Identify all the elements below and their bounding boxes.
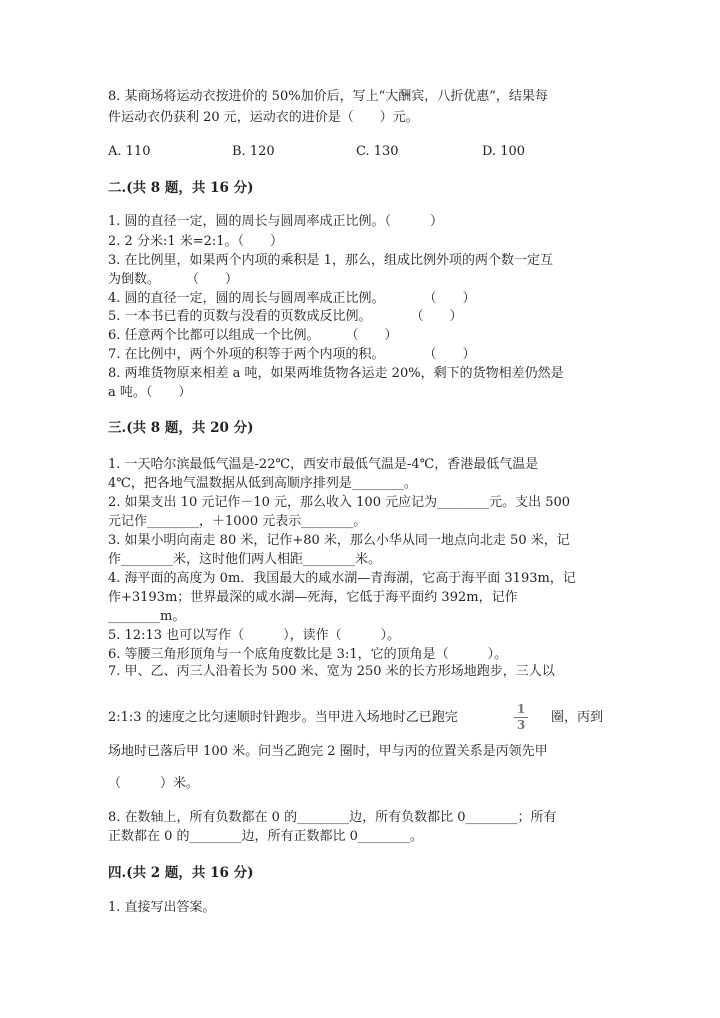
s3-line: 5. 12:13 也可以写作（ ），读作（ ）。 [108, 628, 401, 643]
option-c: C. 130 [356, 144, 399, 159]
s4-line: 1. 直接写出答案。 [108, 900, 216, 915]
s3-line: 元记作________，＋1000 元表示________。 [108, 514, 367, 529]
s2-line: 3. 在比例里，如果两个内项的乘积是 1，那么，组成比例外项的两个数一定互 [108, 253, 553, 268]
s3-line: 作+3193m；世界最深的咸水湖—死海，它低于海平面约 392m，记作 [108, 590, 518, 605]
s3-line: 作________米，这时他们两人相距________米。 [108, 552, 382, 567]
section-3-header: 三.(共 8 题，共 20 分) [108, 420, 254, 436]
s3-line: 4. 海平面的高度为 0m．我国最大的咸水湖—青海湖，它高于海平面 3193m，记 [108, 571, 576, 586]
option-d: D. 100 [482, 144, 526, 159]
fraction-one-third [514, 703, 528, 732]
s3-line: 6. 等腰三角形顶角与一个底角度数比是 3:1，它的顶角是（ ）。 [108, 647, 508, 662]
s2-line: 8. 两堆货物原来相差 a 吨，如果两堆货物各运走 20%，剩下的货物相差仍然是 [108, 366, 564, 381]
s2-line: 为倒数。 （ ） [108, 272, 239, 287]
s3-line: 4℃，把各地气温数据从低到高顺序排列是________。 [108, 476, 417, 491]
mc-question-line-2: 件运动衣仍获利 20 元，运动衣的进价是（ ）元。 [108, 110, 419, 125]
s3-line: 2. 如果支出 10 元记作－10 元，那么收入 100 元应记为________元。支出 500 [108, 495, 571, 510]
section-2-header: 二.(共 8 题，共 16 分) [108, 180, 254, 196]
option-b: B. 120 [232, 144, 275, 159]
s3-q7-line-2: 2:1:3 的速度之比匀速顺时针跑步。当甲进入场地时乙已跑完 [108, 710, 458, 725]
option-a: A. 110 [108, 144, 151, 159]
s3-line: 7. 甲、乙、丙三人沿着长为 500 米、宽为 250 米的长方形场地跑步，三人以 [108, 664, 555, 679]
s2-line: 5. 一本书已看的页数与没看的页数成反比例。 （ ） [108, 309, 463, 324]
s3-q8-line-2: 正数都在 0 的________边，所有正数都比 0________。 [108, 829, 423, 844]
s3-q7-line-2-tail: 圈，丙到 [551, 710, 604, 725]
fraction-numerator: 1 [516, 702, 526, 716]
mc-question-line-1: 8. 某商场将运动衣按进价的 50%加价后，写上“大酬宾，八折优惠”，结果每 [108, 89, 548, 104]
s3-q7-line-3: 场地时已落后甲 100 米。问当乙跑完 2 圈时，甲与丙的位置关系是丙领先甲 [108, 744, 548, 759]
s2-line: 1. 圆的直径一定，圆的周长与圆周率成正比例。（ ） [108, 214, 444, 229]
s3-line: 3. 如果小明向南走 80 米，记作+80 米，那么小华从同一地点向北走 50 米，记 [108, 533, 570, 548]
s2-line: 2. 2 分米:1 米=2:1。（ ） [108, 234, 284, 249]
s2-line: a 吨。（ ） [108, 385, 192, 400]
section-4-header: 四.(共 2 题，共 16 分) [108, 865, 254, 881]
s3-q7-line-4: （ ）米。 [108, 776, 200, 791]
s2-line: 6. 任意两个比都可以组成一个比例。 （ ） [108, 328, 398, 343]
s2-line: 7. 在比例中，两个外项的积等于两个内项的积。 （ ） [108, 347, 476, 362]
s2-line: 4. 圆的直径一定，圆的周长与圆周率成正比例。 （ ） [108, 291, 476, 306]
s3-q8-line-1: 8. 在数轴上，所有负数都在 0 的________边，所有负数都比 0________；所有 [108, 810, 557, 825]
s3-line: ________m。 [108, 609, 186, 624]
fraction-denominator: 3 [516, 718, 526, 732]
s3-line: 1. 一天哈尔滨最低气温是-22℃，西安市最低气温是-4℃，香港最低气温是 [108, 457, 539, 472]
